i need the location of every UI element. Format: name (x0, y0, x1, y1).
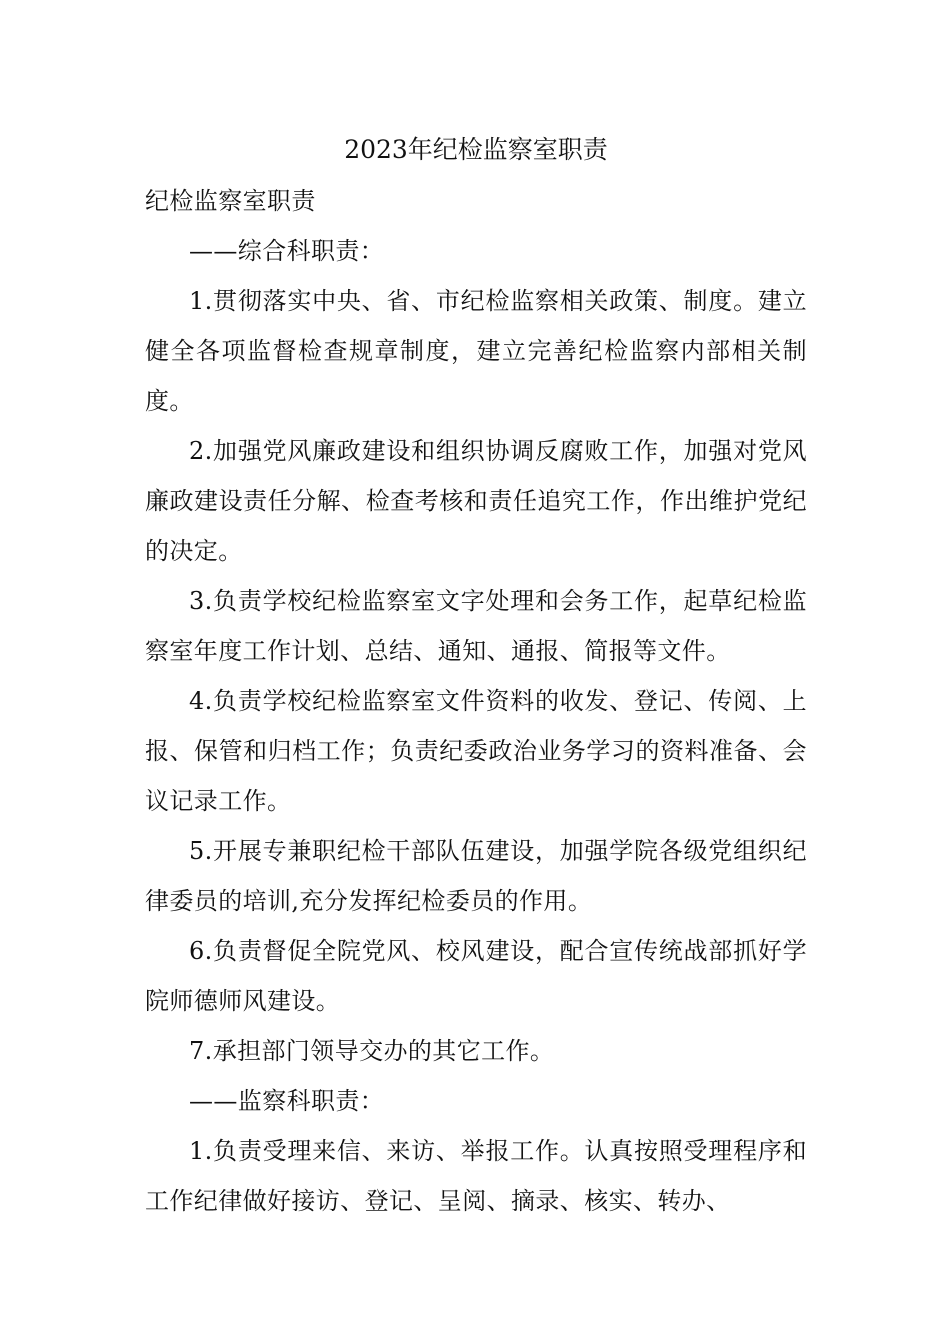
duty-item: 3.负责学校纪检监察室文字处理和会务工作，起草纪检监察室年度工作计划、总结、通知、通报、简报等文件。 (145, 587, 807, 665)
duty-item: 2.加强党风廉政建设和组织协调反腐败工作，加强对党风廉政建设责任分解、检查考核和责任追究工作，作出维护党纪的决定。 (145, 437, 807, 565)
duty-item: 5.开展专兼职纪检干部队伍建设，加强学院各级党组织纪律委员的培训,充分发挥纪检委员的作用。 (145, 837, 807, 915)
document-title: 2023年纪检监察室职责 (344, 135, 608, 164)
section-heading-general: ——综合科职责： (189, 237, 385, 265)
document-page (145, 128, 807, 1226)
duty-item: 4.负责学校纪检监察室文件资料的收发、登记、传阅、上报、保管和归档工作；负责纪委政治业务学习的资料准备、会议记录工作。 (145, 687, 807, 815)
duty-item: 1.负责受理来信、来访、举报工作。认真按照受理程序和工作纪律做好接访、登记、呈阅、摘录、核实、转办、 (145, 1137, 807, 1215)
document-subtitle: 纪检监察室职责 (145, 187, 316, 215)
duty-item: 1.贯彻落实中央、省、市纪检监察相关政策、制度。建立健全各项监督检查规章制度，建立完善纪检监察内部相关制度。 (145, 287, 807, 415)
section-heading-supervision: ——监察科职责： (189, 1087, 385, 1115)
duty-item: 6.负责督促全院党风、校风建设，配合宣传统战部抓好学院师德师风建设。 (145, 937, 807, 1015)
duty-item: 7.承担部门领导交办的其它工作。 (189, 1037, 555, 1065)
